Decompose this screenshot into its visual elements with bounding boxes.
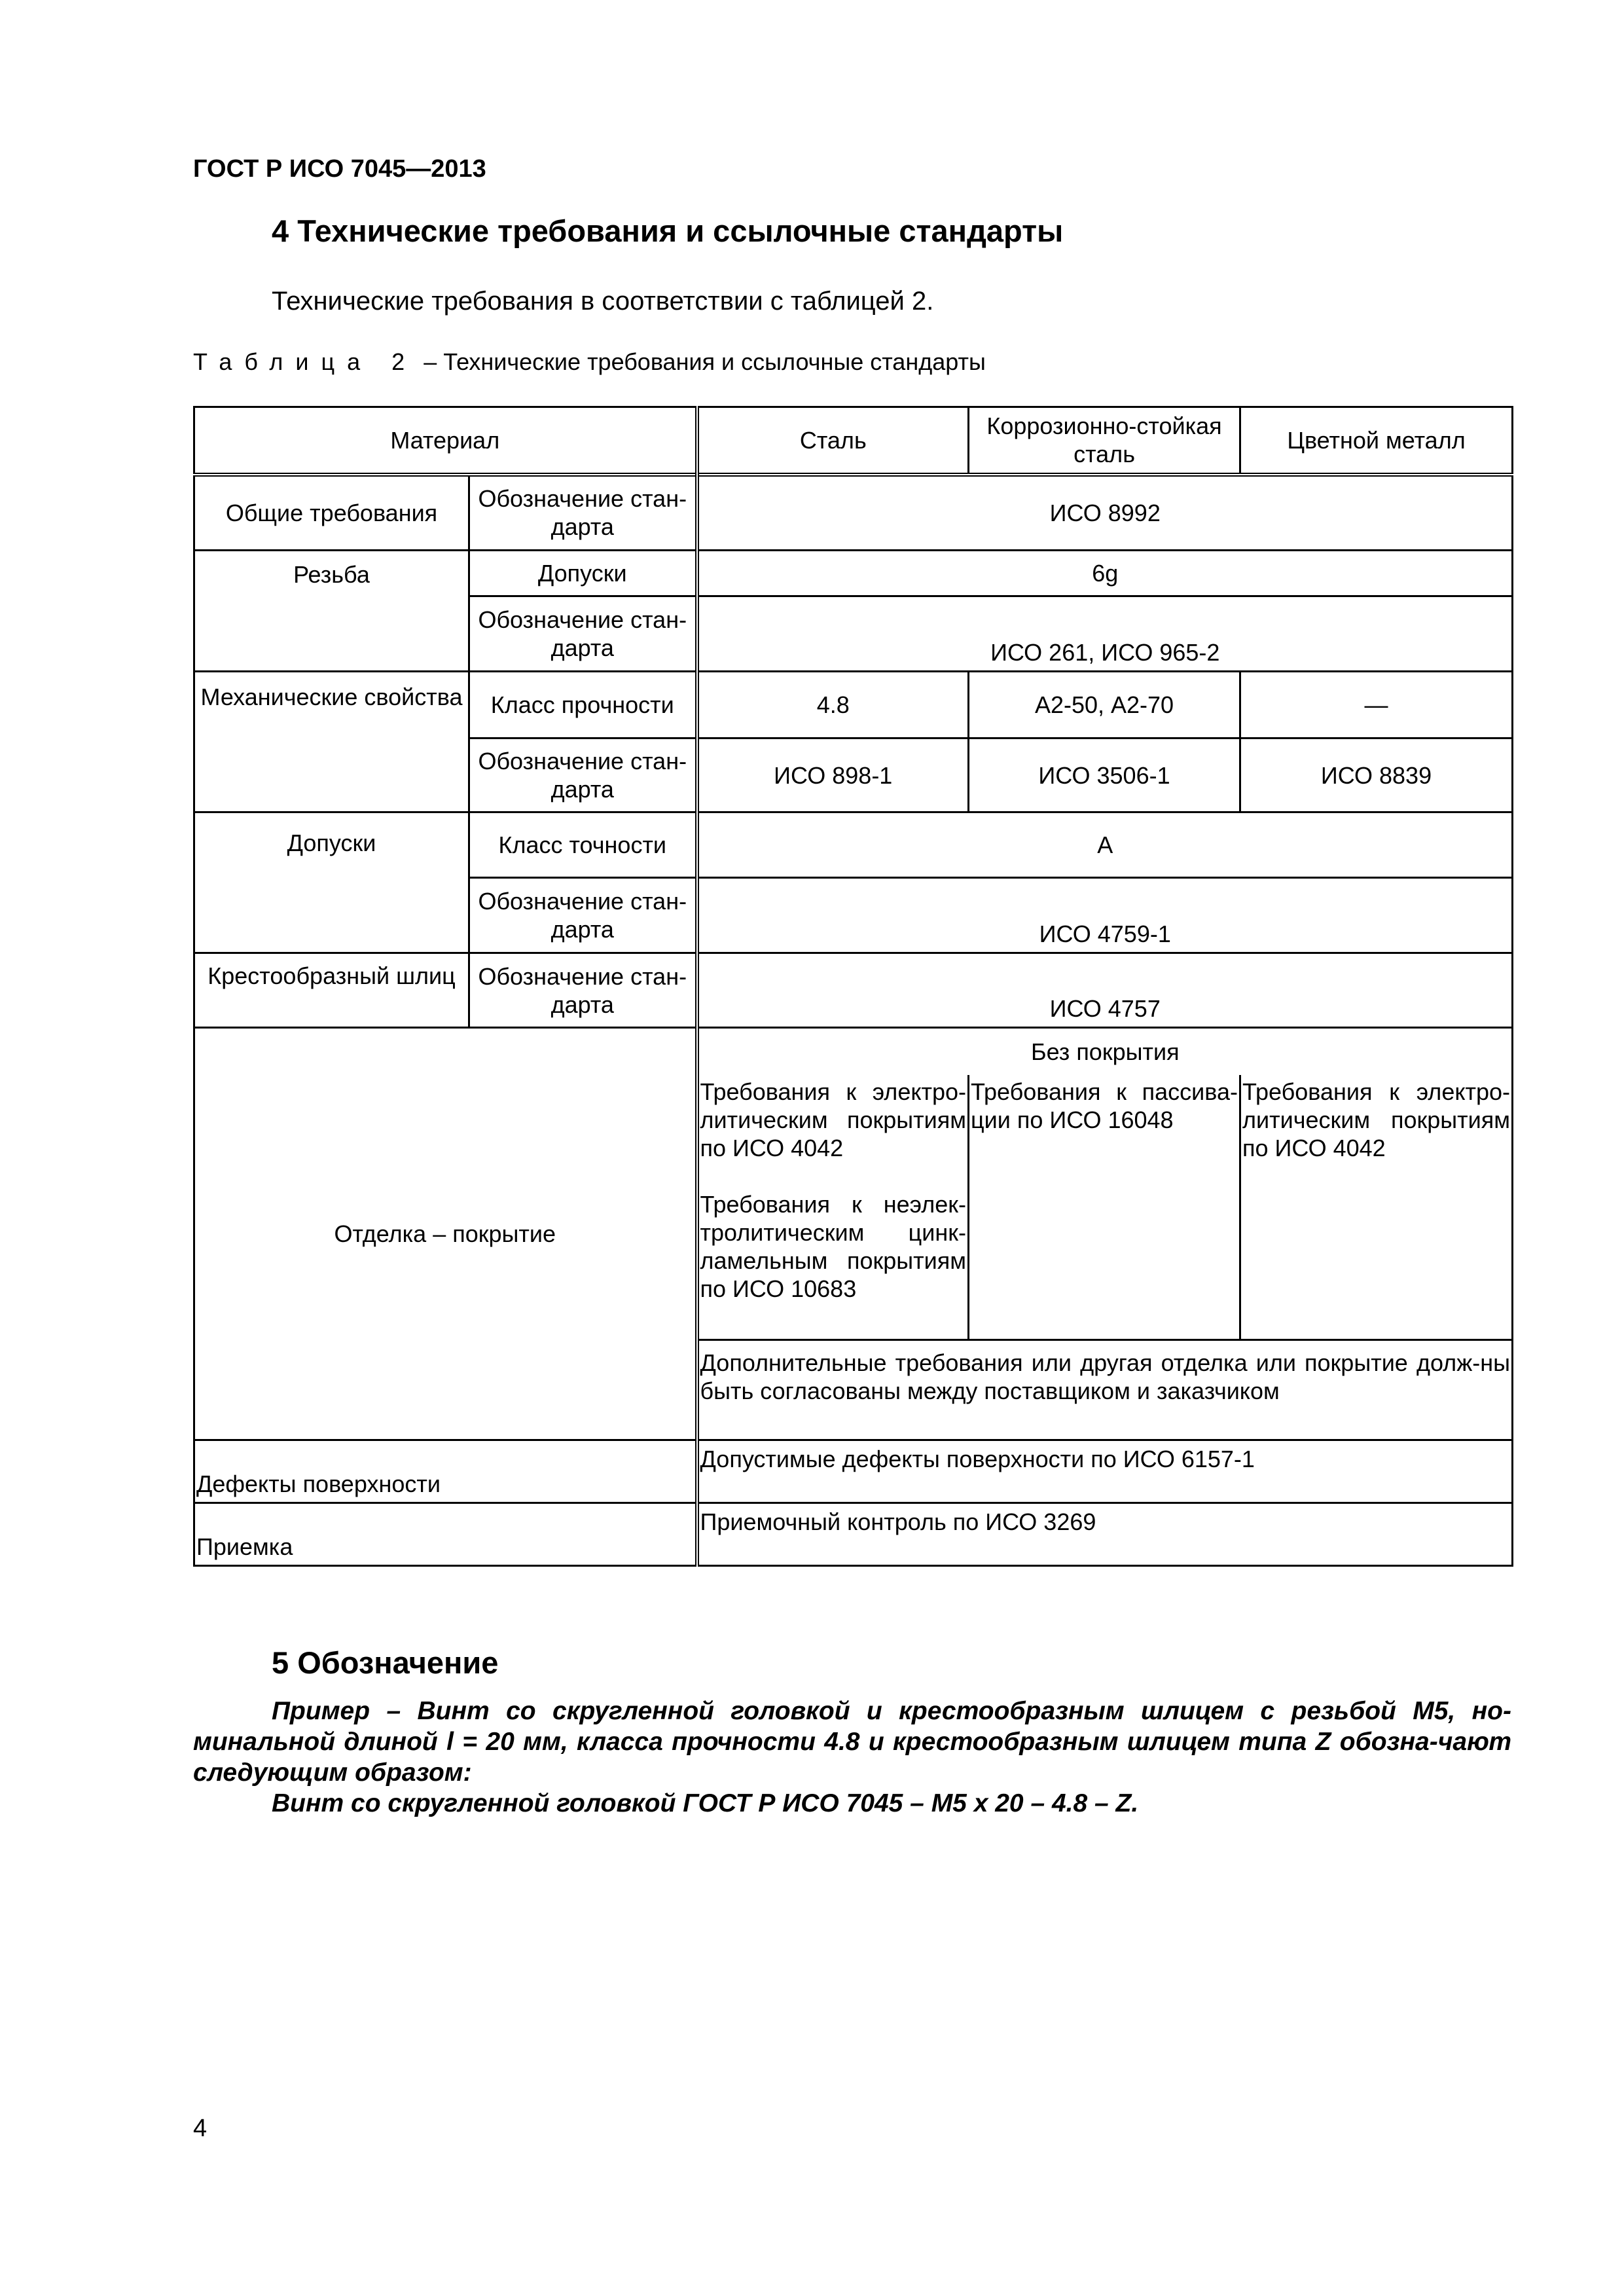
header-nonferrous: Цветной металл [1240, 407, 1513, 475]
thread-value2: ИСО 261, ИСО 965-2 [697, 596, 1513, 672]
header-steel: Сталь [697, 407, 969, 475]
tolerances-sub2: Обозначение стан-дарта [469, 878, 697, 953]
table-header-row [194, 407, 1513, 475]
acceptance-value: Приемочный контроль по ИСО 3269 [697, 1503, 1513, 1566]
tolerances-value1: А [697, 812, 1513, 878]
row-tol-class [194, 812, 1513, 878]
mechanical-stainless2: ИСО 3506-1 [969, 738, 1240, 812]
table-caption-label: Таблица 2 [193, 348, 418, 375]
finish-steel-cell [697, 1075, 969, 1340]
example-text: Пример – Винт со скругленной головкой и крестообразным шлицем с резьбой М5, но-минальной длиной l = 20 мм, класса прочности 4.8 и крестообразным шлицем типа Z обозна-чают следующим образом: [193, 1697, 1511, 1787]
finish-label: Отделка – покрытие [194, 1028, 697, 1440]
designation-text: Винт со скругленной головкой ГОСТ Р ИСО 7045 – М5 x 20 – 4.8 – Z. [272, 1789, 1139, 1817]
mechanical-nonferrous1: — [1240, 672, 1513, 738]
table-caption [193, 348, 986, 376]
row-general [194, 475, 1513, 551]
section-4-title: 4 Технические требования и ссылочные стандарты [272, 213, 1064, 248]
mechanical-steel2: ИСО 898-1 [697, 738, 969, 812]
general-label: Общие требования [194, 475, 469, 551]
mechanical-label: Механические свойства [194, 672, 469, 812]
requirements-table [193, 406, 1513, 1567]
finish-no-coating: Без покрытия [697, 1028, 1513, 1075]
header-material: Материал [194, 407, 697, 475]
recess-sub: Обозначение стан-дарта [469, 953, 697, 1028]
row-thread-tolerance [194, 551, 1513, 596]
thread-value1: 6g [697, 551, 1513, 596]
recess-label: Крестообразный шлиц [194, 953, 469, 1028]
row-defects [194, 1440, 1513, 1503]
designation-example [193, 1696, 1511, 1819]
header-stainless: Коррозионно-стойкая сталь [969, 407, 1240, 475]
finish-stainless: Требования к пассива-ции по ИСО 16048 [969, 1075, 1240, 1340]
tolerances-value2: ИСО 4759-1 [697, 878, 1513, 953]
tolerances-label: Допуски [194, 812, 469, 953]
page-number: 4 [193, 2115, 208, 2142]
mechanical-stainless1: А2-50, А2-70 [969, 672, 1240, 738]
mechanical-nonferrous2: ИСО 8839 [1240, 738, 1513, 812]
thread-label: Резьба [194, 551, 469, 672]
table-caption-text: – Технические требования и ссылочные стандарты [417, 348, 986, 375]
document-header: ГОСТ Р ИСО 7045—2013 [193, 155, 486, 183]
general-value: ИСО 8992 [697, 475, 1513, 551]
mechanical-steel1: 4.8 [697, 672, 969, 738]
finish-nonferrous: Требования к электро-литическим покрытиям по ИСО 4042 [1240, 1075, 1513, 1340]
mechanical-sub1: Класс прочности [469, 672, 697, 738]
defects-value: Допустимые дефекты поверхности по ИСО 6157-1 [697, 1440, 1513, 1503]
finish-steel-electrolytic: Требования к электро-литическим покрытиям по ИСО 4042 [700, 1078, 967, 1161]
tolerances-sub1: Класс точности [469, 812, 697, 878]
acceptance-label: Приемка [194, 1503, 697, 1566]
thread-sub1: Допуски [469, 551, 697, 596]
thread-sub2: Обозначение стан-дарта [469, 596, 697, 672]
mechanical-sub2: Обозначение стан-дарта [469, 738, 697, 812]
general-sub: Обозначение стан-дарта [469, 475, 697, 551]
finish-additional: Дополнительные требования или другая отделка или покрытие долж-ны быть согласованы между поставщиком и заказчиком [697, 1340, 1513, 1440]
row-finish-nocoating [194, 1028, 1513, 1075]
section-5-title: 5 Обозначение [272, 1645, 499, 1680]
defects-label: Дефекты поверхности [194, 1440, 697, 1503]
row-acceptance [194, 1503, 1513, 1566]
row-mech-class [194, 672, 1513, 738]
section-4-intro: Технические требования в соответствии с таблицей 2. [272, 287, 934, 316]
finish-steel-zinc-flake: Требования к неэлек-тролитическим цинк-ламельным покрытиям по ИСО 10683 [700, 1190, 967, 1302]
recess-value: ИСО 4757 [697, 953, 1513, 1028]
row-recess [194, 953, 1513, 1028]
